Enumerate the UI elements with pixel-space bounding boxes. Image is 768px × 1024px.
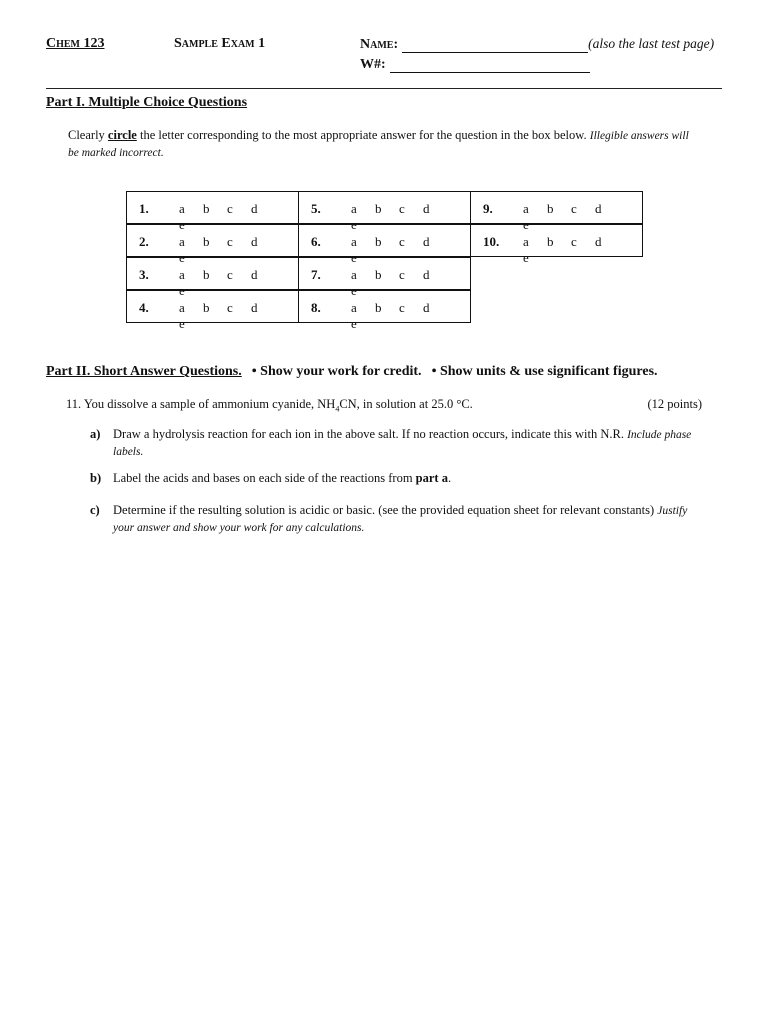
mc-option-c[interactable]: c (571, 234, 577, 249)
mc-option-b[interactable]: b (547, 201, 554, 216)
mc-option-b[interactable]: b (375, 201, 382, 216)
mc-option-d[interactable]: d (251, 267, 258, 282)
part1-title: Part I. Multiple Choice Questions (46, 95, 248, 110)
mc-option-a[interactable]: a (351, 267, 357, 282)
mc-question-3 (126, 257, 299, 298)
mc-option-b[interactable]: b (203, 300, 210, 315)
mc-question-2 (126, 224, 299, 265)
mc-options (179, 300, 298, 332)
mc-question-number: 6. (311, 234, 321, 249)
mc-question-number: 9. (483, 201, 493, 216)
mc-option-a[interactable]: a (179, 300, 185, 315)
mc-option-a[interactable]: a (351, 234, 357, 249)
mc-option-c[interactable]: c (399, 300, 405, 315)
mc-option-d[interactable]: d (251, 234, 258, 249)
mc-options (351, 300, 470, 332)
mc-option-a[interactable]: a (179, 267, 185, 282)
mc-option-d[interactable]: d (423, 234, 430, 249)
mc-option-e[interactable]: e (179, 217, 185, 232)
name-field (360, 36, 714, 53)
mc-option-e[interactable]: e (351, 283, 357, 298)
mc-option-b[interactable]: b (547, 234, 554, 249)
mc-question-number: 3. (139, 267, 149, 282)
mc-options (523, 234, 642, 266)
part1-instructions: Clearly circle the letter corresponding to the most appropriate answer for the question in the box below. Illegible answers will be marked incorrect. (68, 128, 689, 159)
mc-option-a[interactable]: a (523, 234, 529, 249)
mc-option-e[interactable]: e (523, 217, 529, 232)
mc-question-number: 10. (483, 234, 500, 249)
name-label: Name: (360, 37, 399, 52)
name-note: (also the last test page) (588, 36, 715, 51)
mc-option-d[interactable]: d (423, 201, 430, 216)
w-number-field (360, 57, 590, 73)
mc-option-c[interactable]: c (399, 234, 405, 249)
mc-option-c[interactable]: c (399, 201, 405, 216)
mc-option-b[interactable]: b (203, 234, 210, 249)
mc-option-c[interactable]: c (571, 201, 577, 216)
mc-option-d[interactable]: d (595, 201, 602, 216)
mc-question-4 (126, 290, 299, 331)
exam-title: Sample Exam 1 (174, 36, 266, 51)
mc-question-number: 5. (311, 201, 321, 216)
mc-option-d[interactable]: d (595, 234, 602, 249)
mc-question-number: 1. (139, 201, 149, 216)
mc-question-10 (470, 224, 643, 265)
mc-option-c[interactable]: c (227, 300, 233, 315)
question-11-points: (12 points) (647, 397, 702, 411)
mc-question-5 (298, 191, 471, 232)
mc-option-e[interactable]: e (179, 283, 185, 298)
mc-option-b[interactable]: b (375, 267, 382, 282)
mc-option-c[interactable]: c (227, 234, 233, 249)
mc-question-number: 2. (139, 234, 149, 249)
mc-option-e[interactable]: e (351, 217, 357, 232)
mc-option-c[interactable]: c (399, 267, 405, 282)
question-11b: b) Label the acids and bases on each side of the reactions from part a. (90, 471, 452, 485)
exam-header (46, 36, 722, 89)
mc-option-c[interactable]: c (227, 201, 233, 216)
mc-option-a[interactable]: a (179, 201, 185, 216)
part2-title: Part II. Short Answer Questions. • Show your work for credit. • Show units & use significant figures. (46, 364, 658, 379)
mc-option-b[interactable]: b (203, 267, 210, 282)
mc-option-a[interactable]: a (351, 201, 357, 216)
mc-question-6 (298, 224, 471, 265)
mc-option-e[interactable]: e (351, 316, 357, 331)
mc-question-number: 8. (311, 300, 321, 315)
question-11c: c) Determine if the resulting solution is acidic or basic. (see the provided equation sheet for relevant constants) Justify your answer and show your work for any calculations. (90, 503, 688, 534)
circle-word: circle (107, 128, 137, 142)
mc-option-e[interactable]: e (179, 250, 185, 265)
mc-option-d[interactable]: d (251, 201, 258, 216)
mc-question-9 (470, 191, 643, 232)
mc-option-a[interactable]: a (179, 234, 185, 249)
mc-question-8 (298, 290, 471, 331)
mc-option-b[interactable]: b (375, 234, 382, 249)
question-11: 11. You dissolve a sample of ammonium cyanide, $NH_4CN$, in solution at 25.0 °C. (12 points) (66, 397, 702, 414)
w-number-label: W#: (360, 57, 386, 72)
mc-question-number: 7. (311, 267, 321, 282)
question-11a: a) Draw a hydrolysis reaction for each ion in the above salt. If no reaction occurs, indicate this with N.R. Include phase labels. (90, 427, 692, 458)
mc-option-d[interactable]: d (423, 267, 430, 282)
name-blank[interactable] (402, 39, 588, 53)
illegible-note: Illegible answers will be marked incorrect. (68, 130, 689, 159)
mc-option-a[interactable]: a (523, 201, 529, 216)
mc-option-d[interactable]: d (251, 300, 258, 315)
w-number-blank[interactable] (390, 59, 590, 73)
mc-option-e[interactable]: e (351, 250, 357, 265)
mc-question-1 (126, 191, 299, 232)
mc-option-d[interactable]: d (423, 300, 430, 315)
course-name: Chem 123 (46, 36, 105, 51)
mc-option-c[interactable]: c (227, 267, 233, 282)
mc-question-7 (298, 257, 471, 298)
mc-option-a[interactable]: a (351, 300, 357, 315)
mc-question-number: 4. (139, 300, 149, 315)
mc-option-b[interactable]: b (203, 201, 210, 216)
mc-option-e[interactable]: e (179, 316, 185, 331)
mc-option-b[interactable]: b (375, 300, 382, 315)
mc-option-e[interactable]: e (523, 250, 529, 265)
